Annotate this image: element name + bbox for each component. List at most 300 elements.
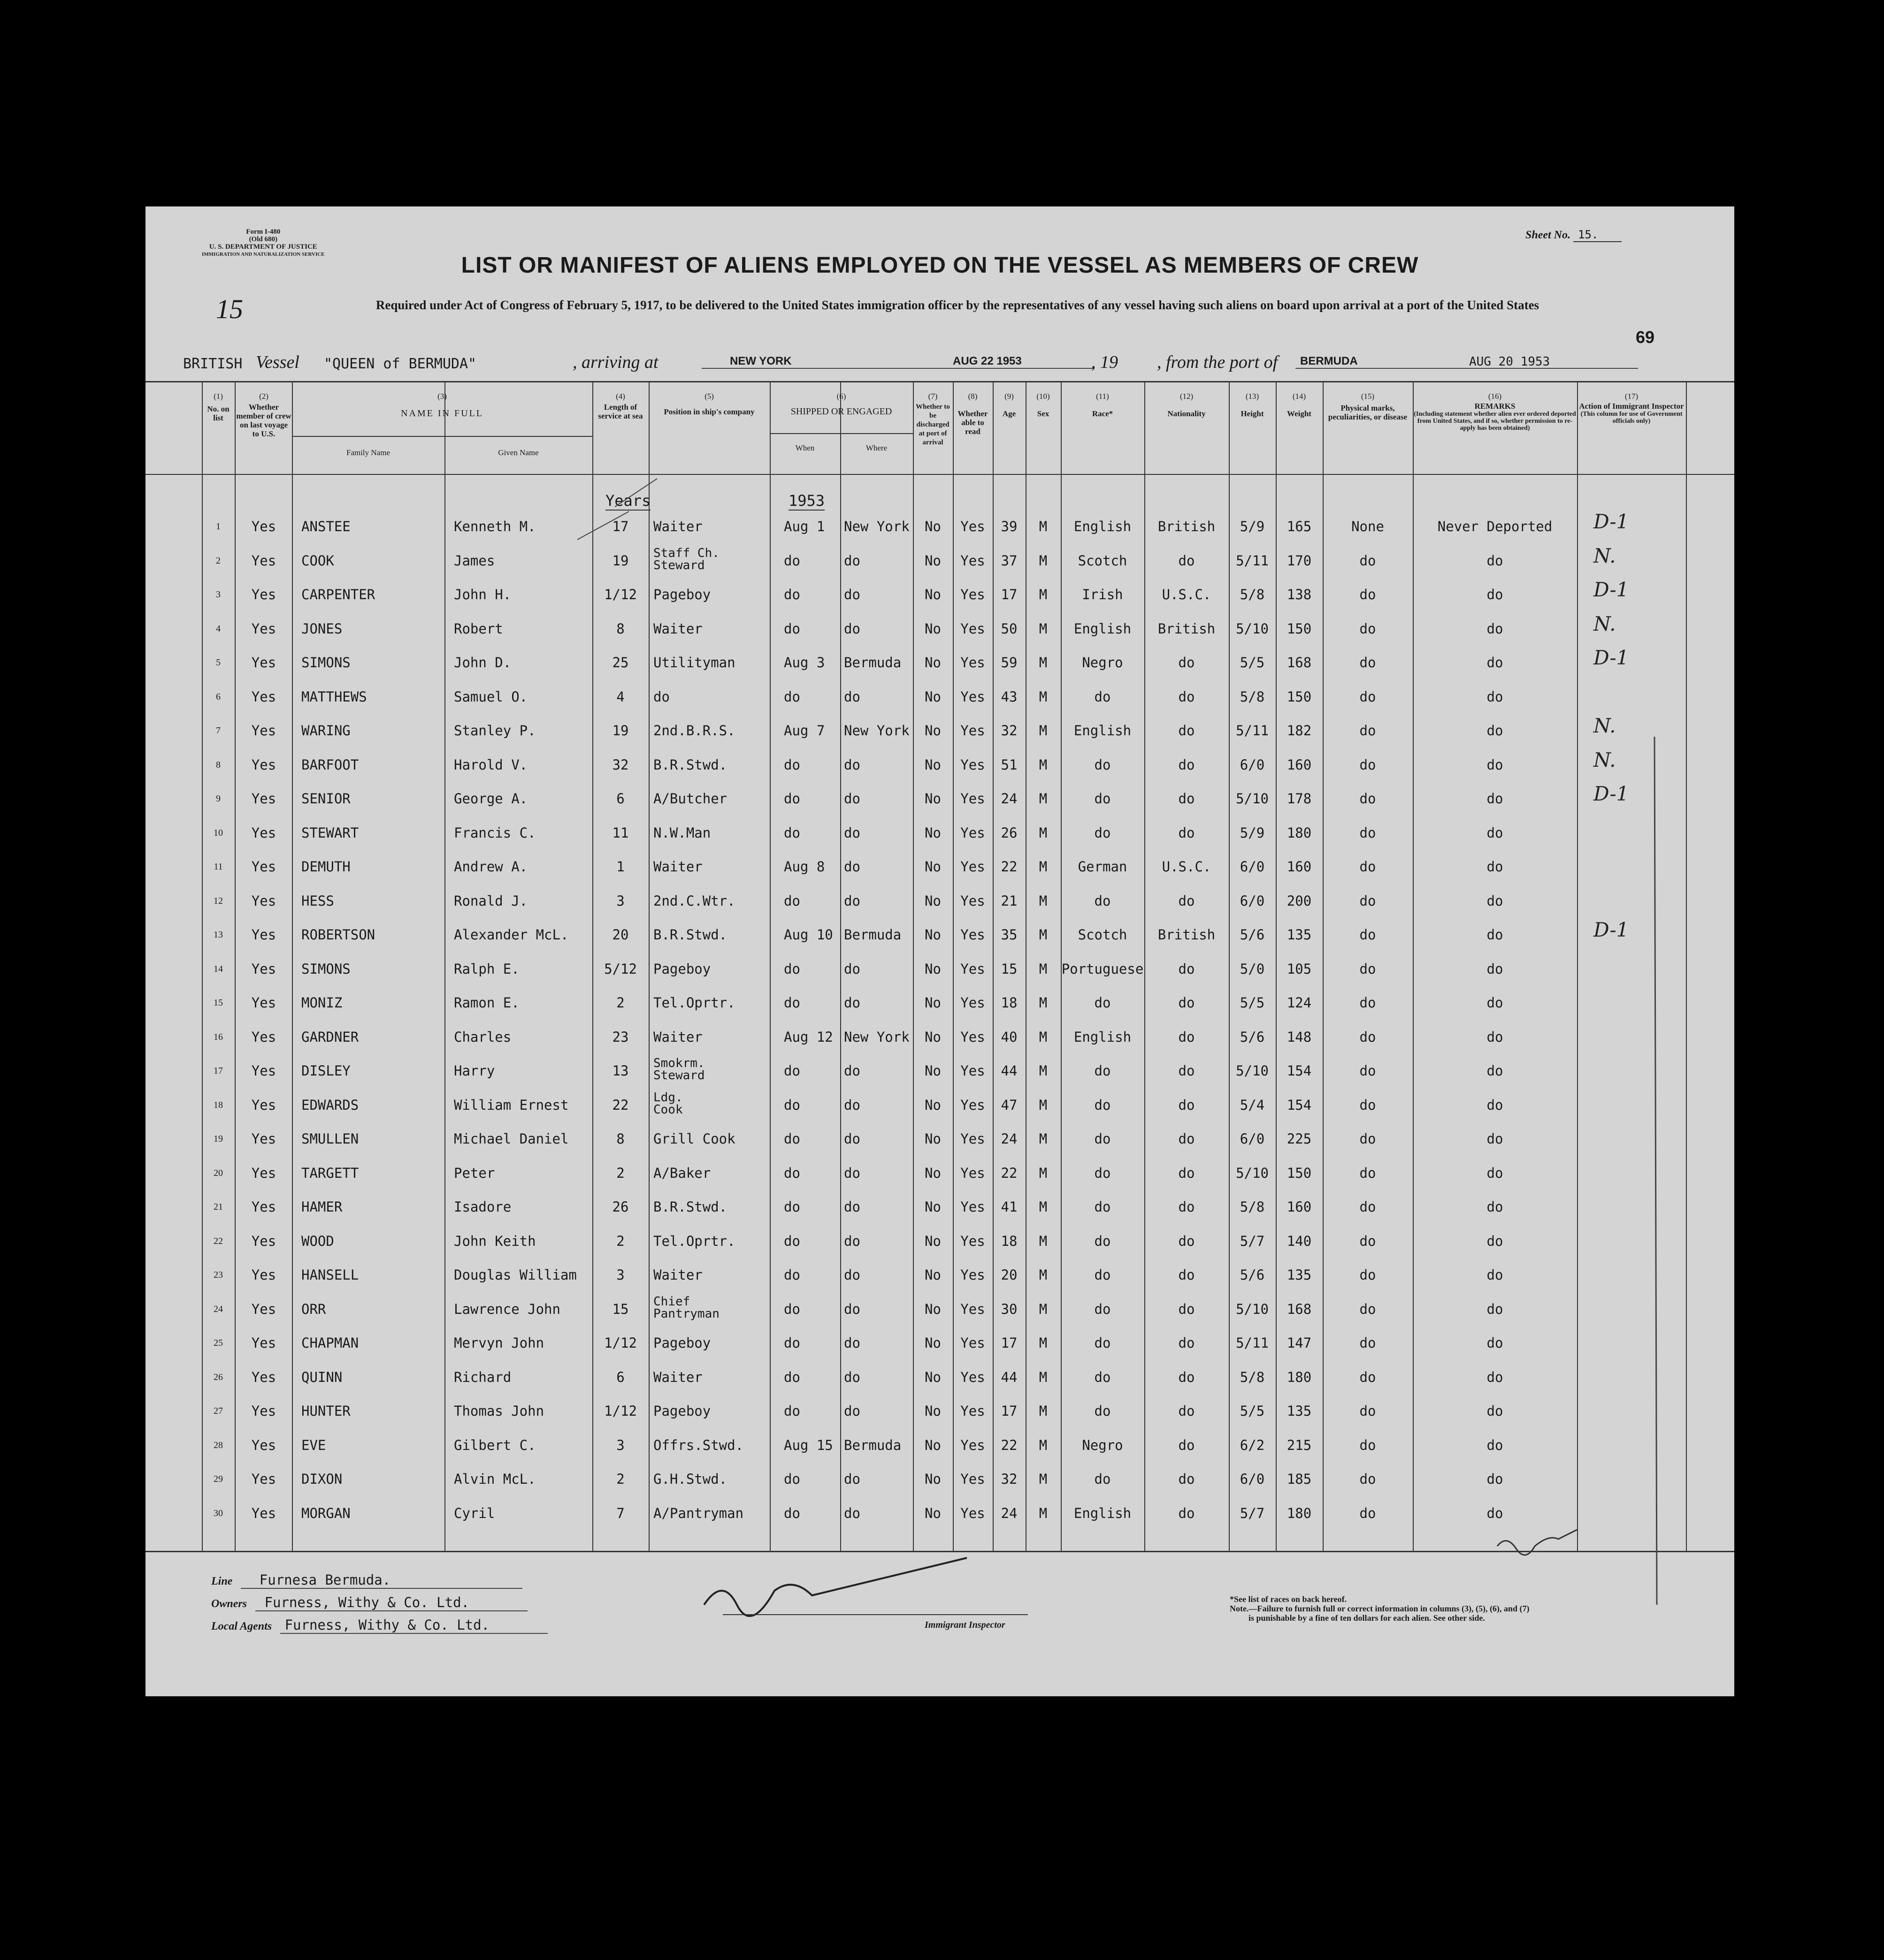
cell-no: 7 — [216, 725, 221, 736]
cell-where: do — [844, 859, 860, 875]
col-num: (17) — [1624, 392, 1639, 401]
cell-read: Yes — [960, 1165, 985, 1181]
cell-nationality: do — [1178, 1403, 1195, 1419]
cell-height: 5/10 — [1236, 1165, 1269, 1181]
cell-age: 30 — [1001, 1301, 1018, 1317]
cell-when: Aug 10 — [784, 927, 833, 943]
cell-race: do — [1094, 995, 1111, 1011]
footer-line — [211, 1572, 522, 1589]
cell-position: Waiter — [653, 1267, 703, 1283]
cell-discharged: No — [925, 927, 941, 943]
cell-remarks: do — [1486, 1335, 1503, 1351]
cell-when: do — [784, 1097, 800, 1113]
cell-weight: 200 — [1287, 892, 1312, 909]
cell-position: B.R.Stwd. — [653, 756, 728, 773]
cell-when: Aug 15 — [784, 1437, 833, 1453]
cell-marks: do — [1359, 1199, 1376, 1215]
cell-where: do — [844, 892, 860, 909]
col-label: Sex — [1037, 409, 1049, 418]
cell-marks: do — [1359, 1029, 1376, 1045]
cell-family: EDWARDS — [301, 1097, 359, 1113]
cell-remarks: do — [1486, 1131, 1503, 1147]
cell-position: N.W.Man — [653, 824, 711, 841]
cell-prev: Yes — [251, 961, 276, 977]
inspector-action: D-1 — [1593, 646, 1629, 669]
cell-given: George A. — [454, 791, 528, 807]
cell-race: Negro — [1082, 655, 1123, 671]
cell-service: 1 — [616, 859, 625, 875]
cell-nationality: do — [1178, 552, 1195, 569]
cell-discharged: No — [925, 519, 941, 534]
when-header: When — [795, 443, 815, 452]
col-label: Physical marks, peculiarities, or disease — [1328, 404, 1408, 421]
cell-weight: 135 — [1287, 1267, 1312, 1283]
cell-age: 44 — [1001, 1063, 1018, 1079]
cell-where: do — [844, 756, 860, 773]
cell-remarks: do — [1486, 927, 1503, 943]
cell-service: 3 — [616, 1267, 625, 1283]
inspector-action: D-1 — [1593, 782, 1629, 805]
cell-position: 2nd.B.R.S. — [653, 723, 735, 739]
cell-prev: Yes — [251, 1403, 276, 1419]
cell-race: do — [1094, 1301, 1111, 1317]
cell-marks: do — [1359, 1267, 1376, 1283]
cell-family: HESS — [301, 892, 334, 909]
cell-weight: 148 — [1287, 1029, 1312, 1045]
cell-prev: Yes — [251, 1505, 276, 1521]
owners-label: Owners — [211, 1598, 247, 1610]
cell-read: Yes — [960, 1471, 985, 1487]
cell-prev: Yes — [251, 1369, 276, 1385]
cell-when: do — [784, 1505, 800, 1521]
penalty-note: Note.—Failure to furnish full or correct information in columns (3), (5), (6), and (7) — [1230, 1604, 1530, 1613]
cell-prev: Yes — [251, 824, 276, 841]
cell-prev: Yes — [251, 1097, 276, 1113]
cell-height: 5/10 — [1236, 791, 1269, 807]
cell-position: A/Pantryman — [653, 1505, 744, 1521]
cell-nationality: do — [1178, 655, 1195, 671]
cell-prev: Yes — [251, 995, 276, 1011]
cell-weight: 160 — [1287, 756, 1312, 773]
cell-prev: Yes — [251, 892, 276, 909]
cell-height: 5/6 — [1240, 927, 1265, 943]
cell-weight: 160 — [1287, 859, 1312, 875]
cell-nationality: U.S.C. — [1162, 859, 1211, 875]
cell-marks: do — [1359, 859, 1376, 875]
cell-height: 6/0 — [1240, 756, 1265, 773]
cell-where: do — [844, 1199, 860, 1215]
cell-position: Grill Cook — [653, 1131, 735, 1147]
cell-age: 17 — [1001, 1403, 1018, 1419]
cell-family: WARING — [301, 723, 351, 739]
cell-sex: M — [1039, 791, 1048, 807]
cell-marks: do — [1359, 1301, 1376, 1317]
cell-read: Yes — [960, 723, 985, 739]
cell-remarks: do — [1486, 995, 1503, 1011]
col-num: (12) — [1179, 392, 1194, 401]
cell-when: Aug 7 — [784, 723, 825, 739]
cell-when: do — [784, 791, 800, 807]
cell-service: 7 — [616, 1505, 625, 1521]
cell-read: Yes — [960, 688, 985, 705]
cell-service: 6 — [616, 1369, 625, 1385]
cell-when: do — [784, 620, 800, 637]
cell-position: Pageboy — [653, 961, 711, 977]
cell-marks: do — [1359, 1165, 1376, 1181]
inspector-action: N. — [1593, 544, 1616, 567]
page-title: LIST OR MANIFEST OF ALIENS EMPLOYED ON THE VESSEL AS MEMBERS OF CREW — [461, 253, 1419, 278]
cell-read: Yes — [960, 824, 985, 841]
cell-read: Yes — [960, 1233, 985, 1249]
cell-given: Peter — [454, 1165, 495, 1181]
cell-when: do — [784, 961, 800, 977]
cell-height: 5/10 — [1236, 1301, 1269, 1317]
cell-marks: do — [1359, 1505, 1376, 1521]
cell-marks: do — [1359, 655, 1376, 671]
cell-nationality: British — [1157, 927, 1216, 943]
cell-remarks: do — [1486, 1471, 1503, 1487]
footer-agents — [211, 1617, 548, 1634]
agents-value: Furness, Withy & Co. Ltd. — [280, 1617, 548, 1634]
cell-family: SIMONS — [301, 655, 351, 671]
col-num: (15) — [1361, 392, 1375, 401]
cell-height: 5/6 — [1240, 1029, 1265, 1045]
cell-prev: Yes — [251, 859, 276, 875]
cell-race: do — [1094, 1471, 1111, 1487]
cell-nationality: do — [1178, 961, 1195, 977]
col-label: Nationality — [1167, 409, 1206, 418]
cell-age: 22 — [1001, 1165, 1018, 1181]
cell-position: Waiter — [653, 519, 703, 534]
cell-family: STEWART — [301, 824, 359, 841]
cell-position: do — [653, 688, 670, 705]
cell-height: 5/5 — [1240, 655, 1265, 671]
cell-nationality: do — [1178, 1267, 1195, 1283]
line-value: Furnesa Bermuda. — [241, 1572, 522, 1589]
cell-sex: M — [1039, 927, 1048, 943]
cell-weight: 225 — [1287, 1131, 1312, 1147]
cell-family: SENIOR — [301, 791, 351, 807]
cell-nationality: do — [1178, 1097, 1195, 1113]
cell-nationality: do — [1178, 791, 1195, 807]
cell-height: 5/5 — [1240, 1403, 1265, 1419]
manifest-sheet — [146, 206, 1734, 1696]
cell-service: 3 — [616, 1437, 625, 1453]
col-num: (2) — [259, 392, 268, 401]
cell-service: 19 — [612, 723, 629, 739]
cell-position: Pageboy — [653, 587, 711, 602]
cell-where: Bermuda — [844, 927, 902, 943]
cell-height: 5/8 — [1240, 1369, 1265, 1385]
cell-discharged: No — [925, 1131, 941, 1147]
cell-weight: 180 — [1287, 824, 1312, 841]
cell-family: CARPENTER — [301, 587, 375, 602]
cell-given: Douglas William — [454, 1267, 577, 1283]
cell-where: New York — [844, 519, 910, 534]
cell-discharged: No — [925, 688, 941, 705]
cell-read: Yes — [960, 1505, 985, 1521]
cell-prev: Yes — [251, 1267, 276, 1283]
cell-read: Yes — [960, 1335, 985, 1351]
cell-prev: Yes — [251, 1199, 276, 1215]
footer-owners — [211, 1594, 528, 1611]
cell-position: 2nd.C.Wtr. — [653, 892, 735, 909]
cell-weight: 154 — [1287, 1063, 1312, 1079]
cell-marks: do — [1359, 552, 1376, 569]
cell-remarks: do — [1486, 961, 1503, 977]
cell-age: 17 — [1001, 587, 1018, 602]
cell-weight: 180 — [1287, 1505, 1312, 1521]
cell-race: do — [1094, 824, 1111, 841]
cell-family: DISLEY — [301, 1063, 351, 1079]
cell-when: do — [784, 1335, 800, 1351]
cell-service: 22 — [612, 1097, 629, 1113]
inspector-action: D-1 — [1593, 578, 1629, 601]
cell-weight: 215 — [1287, 1437, 1312, 1453]
cell-read: Yes — [960, 756, 985, 773]
cell-prev: Yes — [251, 927, 276, 943]
cell-when: Aug 8 — [784, 859, 825, 875]
cell-discharged: No — [925, 859, 941, 875]
cell-read: Yes — [960, 1369, 985, 1385]
cell-family: DIXON — [301, 1471, 343, 1487]
cell-when: do — [784, 1369, 800, 1385]
cell-race: do — [1094, 1335, 1111, 1351]
cell-remarks: do — [1486, 688, 1503, 705]
cell-discharged: No — [925, 1199, 941, 1215]
cell-sex: M — [1039, 552, 1048, 569]
cell-weight: 147 — [1287, 1335, 1312, 1351]
cell-family: DEMUTH — [301, 859, 351, 875]
inspector-action: N. — [1593, 714, 1616, 737]
cell-family: HAMER — [301, 1199, 343, 1215]
cell-marks: do — [1359, 1437, 1376, 1453]
cell-nationality: do — [1178, 723, 1195, 739]
cell-remarks: do — [1486, 1063, 1503, 1079]
cell-nationality: British — [1157, 620, 1216, 637]
sheet-label: Sheet No. — [1525, 229, 1570, 241]
cell-given: Isadore — [454, 1199, 512, 1215]
arriving-label: , arriving at — [573, 352, 659, 372]
cell-prev: Yes — [251, 1233, 276, 1249]
cell-prev: Yes — [251, 791, 276, 807]
cell-family: CHAPMAN — [301, 1335, 359, 1351]
cell-position: Waiter — [653, 620, 703, 637]
cell-discharged: No — [925, 1301, 941, 1317]
cell-service: 5/12 — [604, 961, 637, 977]
cell-family: WOOD — [301, 1233, 334, 1249]
cell-age: 59 — [1001, 655, 1018, 671]
cell-remarks: do — [1486, 1437, 1503, 1453]
col-num: (3) — [437, 392, 447, 401]
col-label: Weight — [1287, 409, 1311, 418]
cell-read: Yes — [960, 1029, 985, 1045]
cell-age: 39 — [1001, 519, 1018, 534]
cell-where: do — [844, 1131, 860, 1147]
cell-position: Waiter — [653, 1369, 703, 1385]
cell-prev: Yes — [251, 1301, 276, 1317]
cell-where: do — [844, 1369, 860, 1385]
cell-service: 8 — [616, 1131, 625, 1147]
cell-no: 3 — [216, 589, 221, 600]
cell-where: do — [844, 1505, 860, 1521]
cell-weight: 138 — [1287, 587, 1312, 602]
cell-prev: Yes — [251, 756, 276, 773]
cell-age: 26 — [1001, 824, 1018, 841]
cell-nationality: do — [1178, 1165, 1195, 1181]
cell-service: 26 — [612, 1199, 629, 1215]
cell-discharged: No — [925, 1063, 941, 1079]
cell-discharged: No — [925, 1505, 941, 1521]
col-label: NAME IN FULL — [401, 408, 483, 419]
cell-given: Charles — [454, 1029, 512, 1045]
cell-weight: 150 — [1287, 1165, 1312, 1181]
vessel-label: Vessel — [256, 352, 299, 372]
cell-age: 15 — [1001, 961, 1018, 977]
cell-age: 17 — [1001, 1335, 1018, 1351]
cell-discharged: No — [925, 824, 941, 841]
cell-position: A/Baker — [653, 1165, 711, 1181]
cell-family: TARGETT — [301, 1165, 359, 1181]
cell-nationality: do — [1178, 1335, 1195, 1351]
cell-when: do — [784, 824, 800, 841]
cell-height: 5/5 — [1240, 995, 1265, 1011]
cell-sex: M — [1039, 1505, 1048, 1521]
cell-read: Yes — [960, 927, 985, 943]
cell-position: Waiter — [653, 859, 703, 875]
cell-remarks: do — [1486, 756, 1503, 773]
vessel-nationality: BRITISH — [183, 356, 243, 372]
cell-where: do — [844, 1403, 860, 1419]
cell-where: Bermuda — [844, 655, 902, 671]
cell-family: QUINN — [301, 1369, 343, 1385]
cell-nationality: do — [1178, 756, 1195, 773]
cell-prev: Yes — [251, 723, 276, 739]
cell-given: Thomas John — [454, 1403, 544, 1419]
cell-race: do — [1094, 1403, 1111, 1419]
departure-date: AUG 20 1953 — [1469, 355, 1550, 369]
cell-prev: Yes — [251, 688, 276, 705]
cell-discharged: No — [925, 995, 941, 1011]
cell-where: do — [844, 1233, 860, 1249]
cell-marks: do — [1359, 1233, 1376, 1249]
cell-nationality: U.S.C. — [1162, 587, 1211, 602]
cell-age: 41 — [1001, 1199, 1018, 1215]
cell-no: 14 — [214, 963, 223, 974]
cell-read: Yes — [960, 791, 985, 807]
cell-race: Irish — [1082, 587, 1123, 602]
cell-where: do — [844, 688, 860, 705]
cell-remarks: do — [1486, 1233, 1503, 1249]
cell-where: do — [844, 1267, 860, 1283]
col-label: Whether member of crew on last voyage to U.S. — [236, 403, 291, 438]
cell-position: Utilityman — [653, 655, 735, 671]
cell-service: 4 — [616, 688, 625, 705]
cell-read: Yes — [960, 1131, 985, 1147]
cell-marks: do — [1359, 587, 1376, 602]
col-num: (6) — [836, 392, 846, 401]
cell-given: Gilbert C. — [454, 1437, 536, 1453]
cell-prev: Yes — [251, 655, 276, 671]
cell-age: 37 — [1001, 552, 1018, 569]
cell-marks: do — [1359, 620, 1376, 637]
cell-discharged: No — [925, 1335, 941, 1351]
cell-when: do — [784, 1063, 800, 1079]
penalty-note-cont: is punishable by a fine of ten dollars for each alien. See other side. — [1248, 1613, 1485, 1623]
cell-prev: Yes — [251, 1335, 276, 1351]
cell-height: 5/11 — [1236, 552, 1269, 569]
cell-prev: Yes — [251, 1165, 276, 1181]
cell-where: do — [844, 1165, 860, 1181]
cell-where: do — [844, 620, 860, 637]
cell-where: do — [844, 995, 860, 1011]
cell-discharged: No — [925, 723, 941, 739]
cell-sex: M — [1039, 1403, 1048, 1419]
cell-family: MONIZ — [301, 995, 343, 1011]
cell-where: do — [844, 1471, 860, 1487]
col-label: Position in ship's company — [664, 407, 755, 416]
pen-strokes — [146, 206, 1734, 1696]
cell-nationality: do — [1178, 1199, 1195, 1215]
cell-where: do — [844, 1301, 860, 1317]
col-label: SHIPPED OR ENGAGED — [790, 406, 892, 417]
cell-nationality: do — [1178, 1369, 1195, 1385]
cell-no: 19 — [214, 1134, 223, 1144]
cell-race: do — [1094, 688, 1111, 705]
cell-age: 18 — [1001, 995, 1018, 1011]
cell-service: 19 — [612, 552, 629, 569]
cell-nationality: British — [1157, 519, 1216, 534]
cell-age: 24 — [1001, 791, 1018, 807]
cell-where: New York — [844, 723, 910, 739]
inspector-action: D-1 — [1593, 918, 1629, 941]
cell-age: 18 — [1001, 1233, 1018, 1249]
year-subhead: 1953 — [789, 492, 825, 510]
cell-nationality: do — [1178, 824, 1195, 841]
inspector-label: Immigrant Inspector — [925, 1620, 1005, 1630]
cell-age: 32 — [1001, 723, 1018, 739]
cell-no: 25 — [214, 1338, 223, 1348]
cell-sex: M — [1039, 892, 1048, 909]
cell-family: ANSTEE — [301, 519, 351, 534]
cell-service: 15 — [612, 1301, 629, 1317]
cell-service: 11 — [612, 824, 629, 841]
cell-nationality: do — [1178, 1029, 1195, 1045]
cell-discharged: No — [925, 1403, 941, 1419]
cell-where: do — [844, 1063, 860, 1079]
cell-height: 5/8 — [1240, 688, 1265, 705]
races-note: *See list of races on back hereof. — [1230, 1594, 1347, 1604]
cell-given: Ralph E. — [454, 961, 520, 977]
cell-height: 5/10 — [1236, 1063, 1269, 1079]
cell-discharged: No — [925, 1097, 941, 1113]
cell-where: do — [844, 824, 860, 841]
cell-no: 11 — [214, 862, 223, 872]
cell-service: 1/12 — [604, 1403, 637, 1419]
cell-given: Michael Daniel — [454, 1131, 569, 1147]
cell-nationality: do — [1178, 1131, 1195, 1147]
cell-race: do — [1094, 1131, 1111, 1147]
cell-when: do — [784, 688, 800, 705]
cell-service: 1/12 — [604, 1335, 637, 1351]
cell-service: 25 — [612, 655, 629, 671]
cell-no: 13 — [214, 930, 223, 940]
inspector-action: N. — [1593, 612, 1616, 635]
cell-marks: do — [1359, 1097, 1376, 1113]
cell-marks: do — [1359, 927, 1376, 943]
cell-when: do — [784, 892, 800, 909]
cell-when: Aug 12 — [784, 1029, 833, 1045]
